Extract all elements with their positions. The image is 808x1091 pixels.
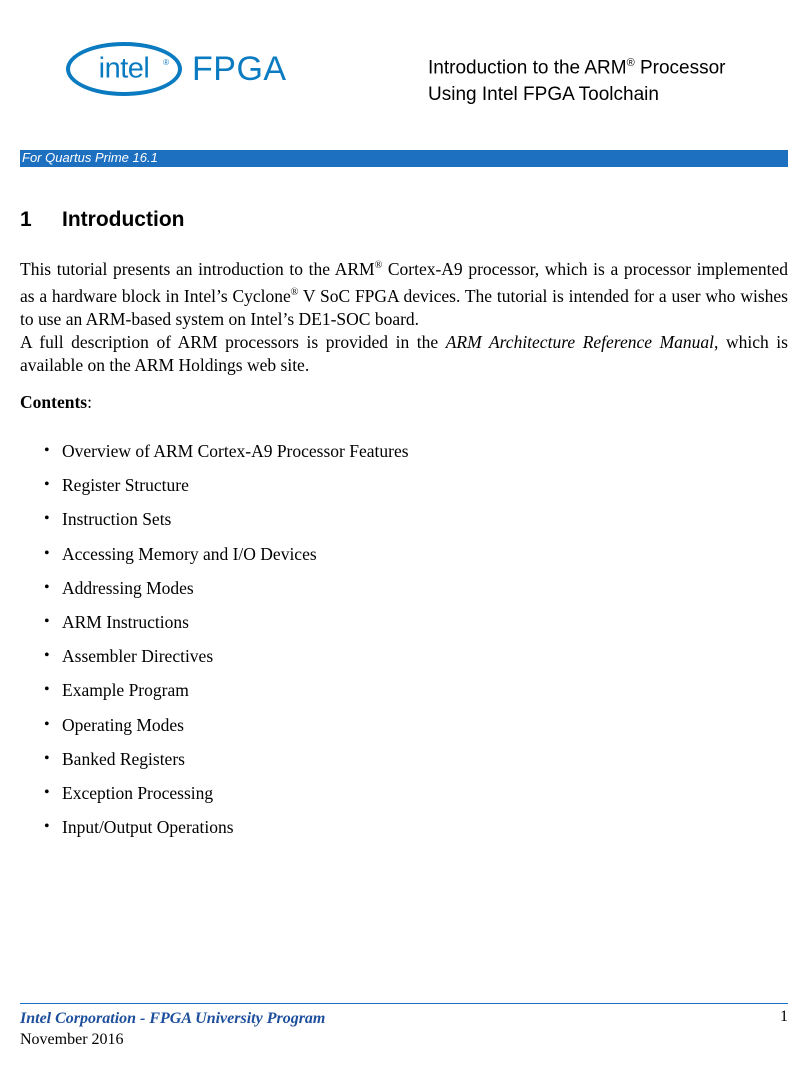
contents-label-colon: : [87,392,92,412]
list-item-label: Instruction Sets [62,509,172,530]
list-item-label: Overview of ARM Cortex-A9 Processor Features [62,441,409,461]
list-item-label: Addressing Modes [62,577,194,598]
fpga-wordmark: FPGA [192,49,287,88]
intro-paragraph-2 [20,331,788,377]
registered-superscript-icon: ® [626,57,635,69]
section-number: 1 [20,208,32,231]
list-item [44,543,744,577]
list-item [44,679,744,713]
registered-superscript-icon: ® [290,286,299,298]
list-item [44,611,744,645]
contents-label-text: Contents [20,392,88,412]
contents-label [20,391,788,414]
reference-manual-title: ARM Architecture Reference Manual [445,332,715,352]
page-header [20,36,788,118]
list-item [44,474,744,508]
footer-date: November 2016 [20,1031,124,1048]
version-banner-label: For Quartus Prime 16.1 [22,150,158,165]
para1-part-c: V SoC FPGA devices. The tutorial is intended for a user who wishes to use an ARM-based system on Intel’s DE1-SOC board. [20,285,788,329]
page-footer [20,1008,325,1050]
list-item-label: Input/Output Operations [62,817,234,838]
list-item [44,782,744,816]
list-item [44,577,744,611]
para2-part-b: , which is available on the ARM Holdings web site. [20,332,788,375]
list-item [44,816,744,850]
registered-superscript-icon: ® [374,260,383,271]
list-item [44,714,744,748]
footer-divider [20,1003,788,1004]
list-item-label: Exception Processing [62,782,214,803]
list-item-label: ARM Instructions [62,611,189,632]
intel-wordmark: intel [98,52,150,85]
para1-part-b: Cortex-A9 processor, which is a processor implemented as a hardware block in Intel’s Cyclone [20,258,788,306]
contents-list [44,440,744,850]
para1-part-a: This tutorial presents an introduction to the ARM [20,258,375,279]
list-item-label: Banked Registers [62,748,185,769]
intel-fpga-logo [66,42,287,96]
list-item [44,645,744,679]
list-item-label: Assembler Directives [62,646,214,667]
document-title-line1-pre: Introduction to the ARM [428,57,627,79]
page-title [20,208,184,232]
list-item-label: Operating Modes [62,714,184,735]
list-item [44,748,744,782]
intel-logo-icon [66,42,182,96]
registered-mark-icon: ® [163,58,169,67]
list-item-label: Register Structure [62,475,189,496]
list-item [44,508,744,542]
section-heading-label: Introduction [62,208,185,231]
document-title [428,50,808,108]
list-item-label: Accessing Memory and I/O Devices [62,543,317,564]
para2-part-a: A full description of ARM processors is provided in the [20,332,446,352]
list-item [44,440,744,474]
document-title-line2: Using Intel FPGA Toolchain [428,84,659,106]
intro-paragraph-1 [20,254,788,331]
list-item-label: Example Program [62,680,189,701]
footer-organization: Intel Corporation - FPGA University Program [20,1010,326,1027]
document-title-line1-post: Processor [634,57,726,79]
page-number: 1 [780,1008,788,1025]
